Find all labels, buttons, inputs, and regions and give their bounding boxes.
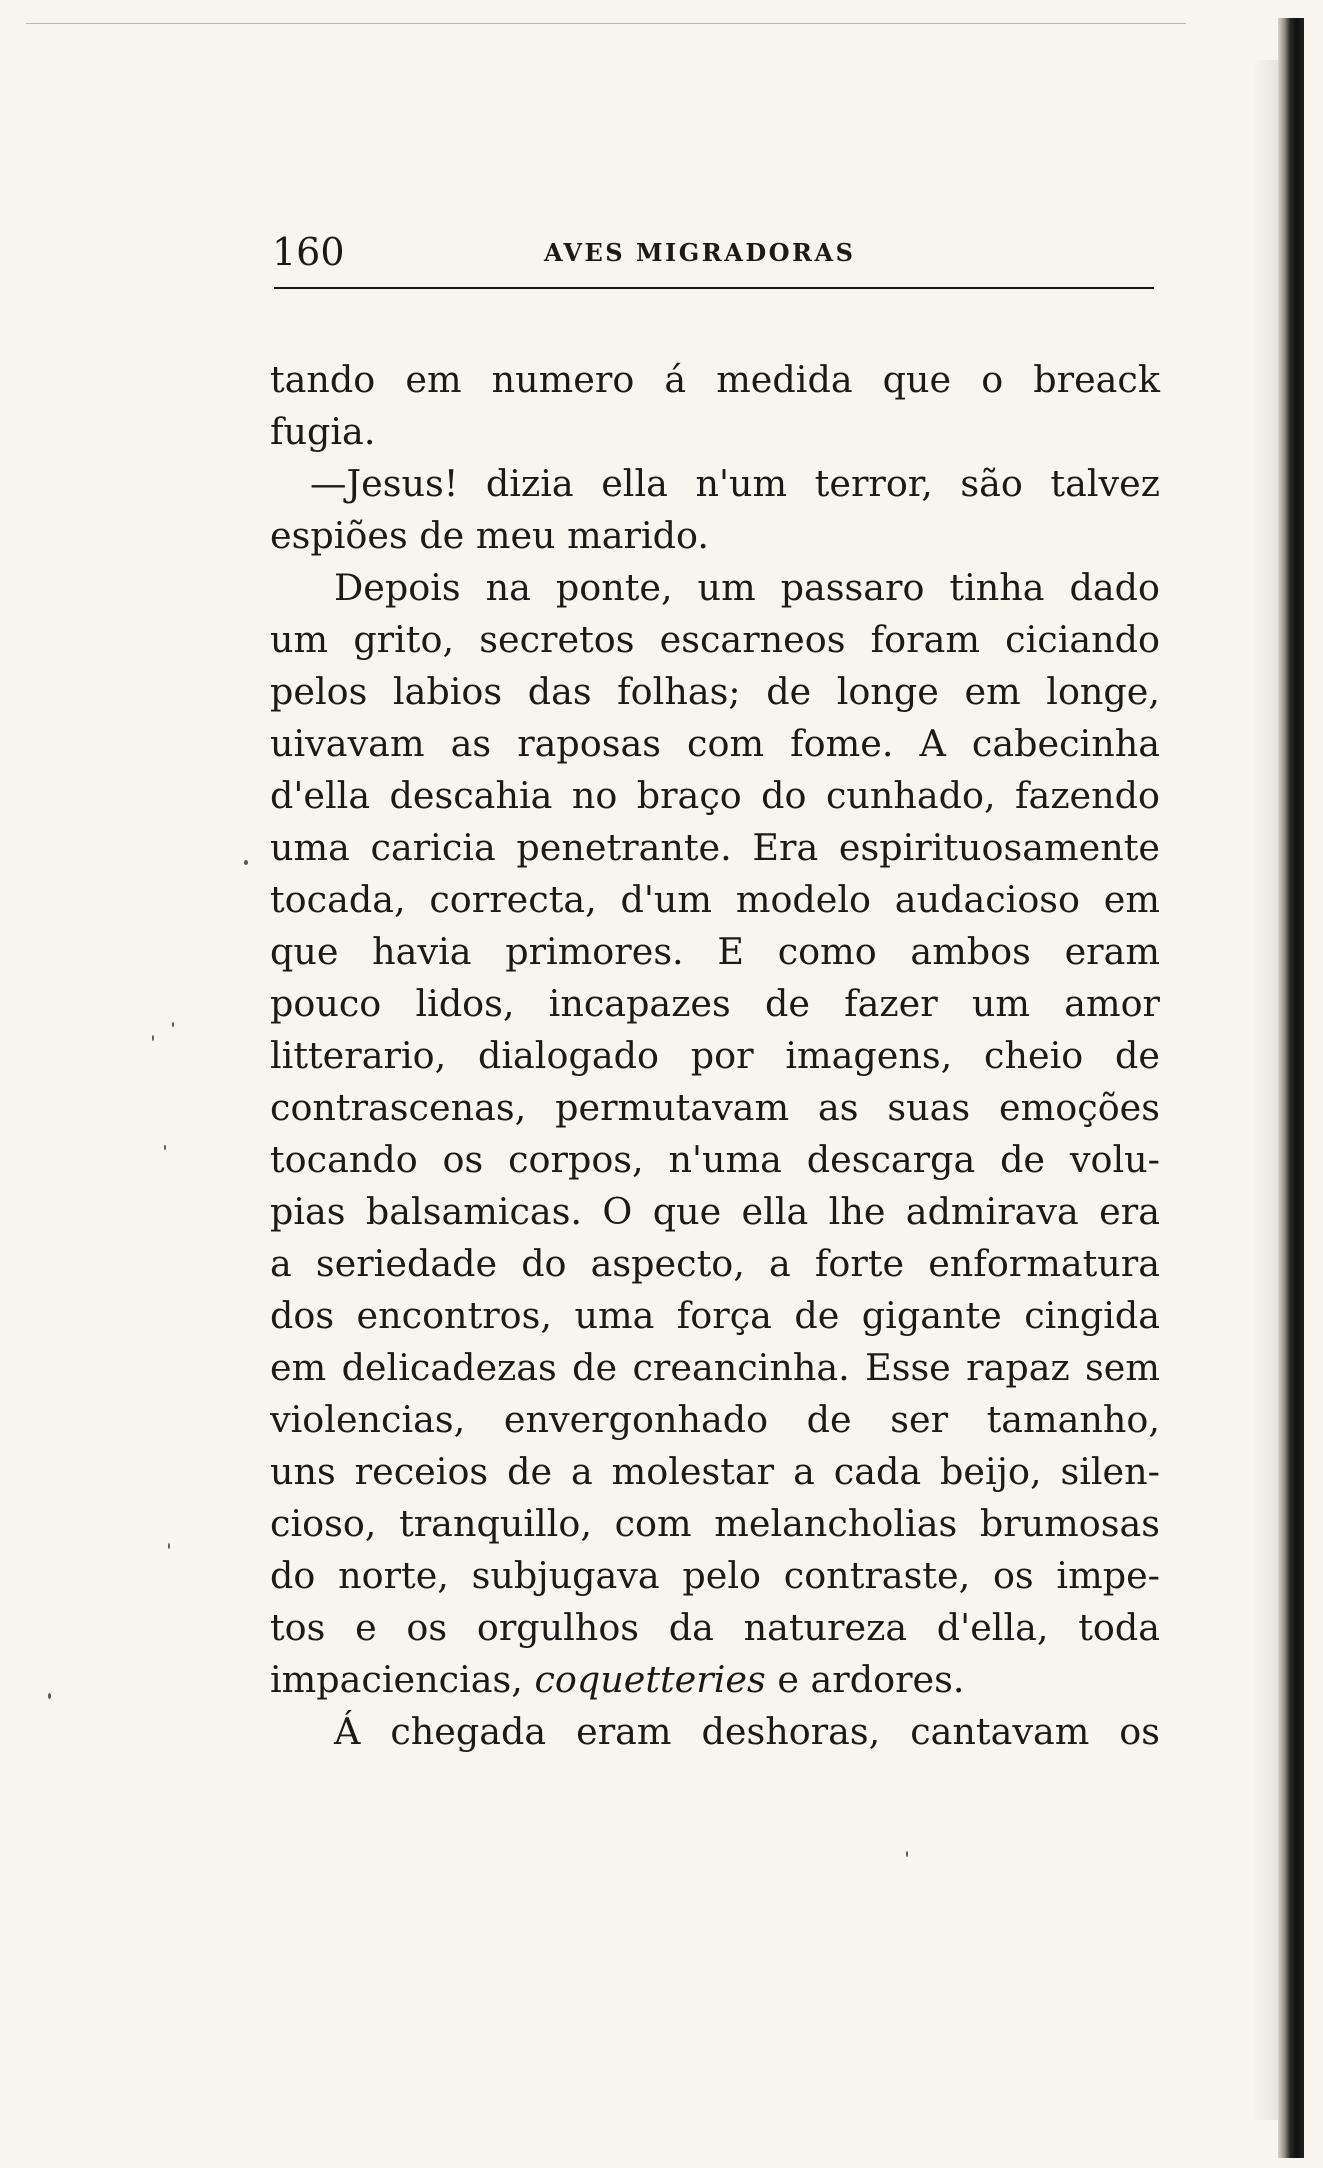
text-line: Á chegada eram deshoras, cantavam os [334, 1710, 1160, 1753]
text-segment: e ardores. [765, 1658, 965, 1701]
page-binding-edge [1278, 18, 1304, 2158]
binding-shadow [1252, 60, 1278, 2120]
text-line: espiões de meu marido. [270, 514, 709, 557]
running-title: AVES MIGRADORAS [544, 238, 856, 267]
text-line: uma caricia penetrante. Era espirituosamente [270, 826, 1160, 869]
text-line: tocando os corpos, n'uma descarga de volu- [270, 1138, 1160, 1181]
text-line: que havia primores. E como ambos eram [270, 930, 1160, 973]
page-number: 160 [272, 230, 345, 274]
text-line: d'ella descahia no braço do cunhado, fazendo [270, 774, 1160, 817]
text-line: —Jesus! dizia ella n'um terror, são talvez [310, 462, 1160, 505]
scan-speck [172, 1022, 174, 1027]
text-line: uivavam as raposas com fome. A cabecinha [270, 722, 1160, 765]
scan-top-edge [26, 23, 1186, 24]
text-line: uns receios de a molestar a cada beijo, silen- [270, 1450, 1160, 1493]
text-line: um grito, secretos escarneos foram ciciando [270, 618, 1160, 661]
text-line: tocada, correcta, d'um modelo audacioso em [270, 878, 1160, 921]
text-line: pelos labios das folhas; de longe em longe, [270, 670, 1160, 713]
text-line: fugia. [270, 410, 376, 453]
scan-speck [244, 860, 248, 865]
body-text [270, 354, 1160, 1758]
running-head [272, 226, 1157, 278]
text-line: do norte, subjugava pelo contraste, os impe- [270, 1554, 1160, 1597]
text-line: pias balsamicas. O que ella lhe admirava era [270, 1190, 1160, 1233]
text-line: violencias, envergonhado de ser tamanho, [270, 1398, 1160, 1441]
scan-speck [168, 1543, 170, 1549]
text-line: dos encontros, uma força de gigante cingida [270, 1294, 1160, 1337]
text-segment: impaciencias, [270, 1658, 535, 1701]
scan-speck [152, 1035, 154, 1041]
text-line: pouco lidos, incapazes de fazer um amor [270, 982, 1160, 1025]
text-line [270, 1654, 1160, 1706]
text-line: a seriedade do aspecto, a forte enformatura [270, 1242, 1160, 1285]
text-line: Depois na ponte, um passaro tinha dado [334, 566, 1160, 609]
text-line: contrascenas, permutavam as suas emoções [270, 1086, 1160, 1129]
text-line: tando em numero á medida que o breack [270, 358, 1160, 401]
scan-speck [48, 1693, 51, 1699]
text-line: em delicadezas de creancinha. Esse rapaz sem [270, 1346, 1160, 1389]
italic-word: coquetteries [534, 1658, 766, 1701]
text-line: litterario, dialogado por imagens, cheio de [270, 1034, 1160, 1077]
scan-speck [906, 1851, 908, 1857]
text-line: tos e os orgulhos da natureza d'ella, toda [270, 1606, 1160, 1649]
scan-speck [164, 1145, 166, 1150]
header-rule [274, 287, 1154, 289]
text-line: cioso, tranquillo, com melancholias brumosas [270, 1502, 1160, 1545]
